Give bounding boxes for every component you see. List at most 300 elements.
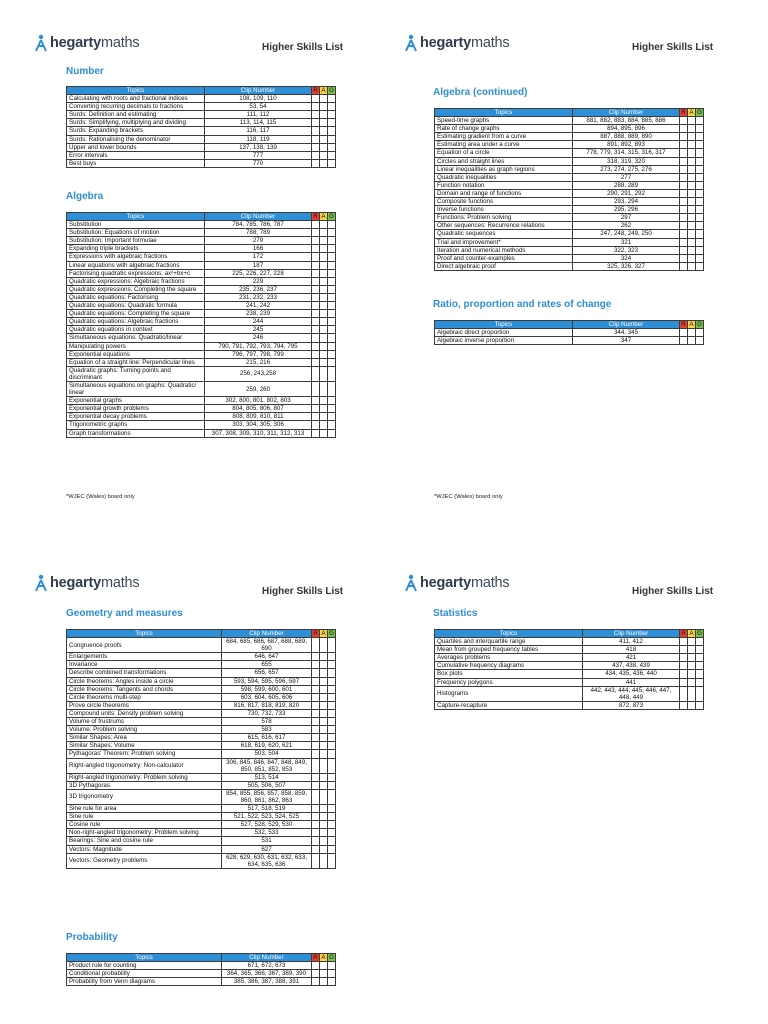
rag-cell-a[interactable] <box>688 198 696 206</box>
rag-cell-r[interactable] <box>312 358 320 366</box>
rag-cell-a[interactable] <box>320 669 328 677</box>
rag-cell-a[interactable] <box>320 285 328 293</box>
rag-cell-r[interactable] <box>312 237 320 245</box>
rag-cell-g[interactable] <box>328 135 336 143</box>
rag-cell-r[interactable] <box>312 95 320 103</box>
rag-cell-r[interactable] <box>312 773 320 781</box>
topic-cell: Describe combined transformations <box>67 669 222 677</box>
rag-cell-g[interactable] <box>328 781 336 789</box>
rag-cell-a[interactable] <box>320 773 328 781</box>
topic-cell: Quadratic sequences <box>435 230 573 238</box>
rag-cell-r[interactable] <box>312 677 320 685</box>
rag-cell-r[interactable] <box>680 262 688 270</box>
rag-cell-g[interactable] <box>328 701 336 709</box>
rag-cell-g[interactable] <box>696 670 704 678</box>
wjec-note: *WJEC (Wales) board only <box>434 494 503 500</box>
rag-cell-r[interactable] <box>312 221 320 229</box>
rag-cell-a[interactable] <box>320 677 328 685</box>
rag-cell-r[interactable] <box>680 654 688 662</box>
rag-cell-g[interactable] <box>696 646 704 654</box>
rag-cell-r[interactable] <box>680 670 688 678</box>
rag-cell-r[interactable] <box>680 189 688 197</box>
rag-cell-a[interactable] <box>320 718 328 726</box>
page-header-title: Higher Skills List <box>262 586 344 597</box>
rag-cell-g[interactable] <box>328 350 336 358</box>
topic-cell: Expanding triple brackets <box>67 245 205 253</box>
rag-cell-g[interactable] <box>328 693 336 701</box>
rag-cell-g[interactable] <box>328 821 336 829</box>
rag-cell-r[interactable] <box>312 366 320 381</box>
rag-cell-g[interactable] <box>696 329 704 337</box>
rag-cell-a[interactable] <box>320 701 328 709</box>
rag-cell-a[interactable] <box>320 135 328 143</box>
rag-cell-a[interactable] <box>688 670 696 678</box>
rag-cell-a[interactable] <box>688 246 696 254</box>
rag-cell-a[interactable] <box>320 159 328 167</box>
rag-cell-r[interactable] <box>312 318 320 326</box>
rag-cell-g[interactable] <box>696 117 704 125</box>
rag-cell-r[interactable] <box>312 661 320 669</box>
rag-cell-g[interactable] <box>328 127 336 135</box>
rag-cell-g[interactable] <box>328 229 336 237</box>
rag-cell-a[interactable] <box>320 781 328 789</box>
rag-cell-g[interactable] <box>696 141 704 149</box>
rag-cell-g[interactable] <box>696 638 704 646</box>
rag-cell-g[interactable] <box>328 962 336 970</box>
rag-cell-a[interactable] <box>688 701 696 709</box>
rag-cell-g[interactable] <box>696 701 704 709</box>
rag-cell-g[interactable] <box>328 661 336 669</box>
rag-cell-g[interactable] <box>328 805 336 813</box>
rag-cell-a[interactable] <box>320 269 328 277</box>
rag-cell-r[interactable] <box>312 302 320 310</box>
rag-cell-a[interactable] <box>320 750 328 758</box>
rag-cell-g[interactable] <box>328 95 336 103</box>
rag-cell-a[interactable] <box>688 638 696 646</box>
rag-cell-g[interactable] <box>328 758 336 773</box>
rag-cell-a[interactable] <box>688 230 696 238</box>
rag-cell-r[interactable] <box>680 230 688 238</box>
rag-cell-r[interactable] <box>312 135 320 143</box>
rag-cell-r[interactable] <box>312 405 320 413</box>
rag-cell-a[interactable] <box>688 646 696 654</box>
rag-cell-a[interactable] <box>320 685 328 693</box>
rag-cell-a[interactable] <box>688 165 696 173</box>
rag-cell-g[interactable] <box>328 221 336 229</box>
rag-cell-g[interactable] <box>328 342 336 350</box>
rag-cell-r[interactable] <box>680 638 688 646</box>
rag-cell-a[interactable] <box>320 261 328 269</box>
rag-cell-a[interactable] <box>320 350 328 358</box>
rag-cell-g[interactable] <box>328 837 336 845</box>
rag-cell-a[interactable] <box>688 254 696 262</box>
rag-cell-g[interactable] <box>328 677 336 685</box>
rag-cell-g[interactable] <box>328 638 336 653</box>
rag-cell-g[interactable] <box>328 405 336 413</box>
rag-cell-r[interactable] <box>312 261 320 269</box>
rag-cell-a[interactable] <box>320 978 328 986</box>
rag-cell-a[interactable] <box>320 381 328 396</box>
rag-cell-g[interactable] <box>696 662 704 670</box>
rag-cell-r[interactable] <box>312 277 320 285</box>
rag-cell-g[interactable] <box>696 133 704 141</box>
rag-cell-r[interactable] <box>312 693 320 701</box>
rag-cell-g[interactable] <box>328 734 336 742</box>
rag-cell-r[interactable] <box>312 229 320 237</box>
rag-cell-r[interactable] <box>312 143 320 151</box>
rag-cell-r[interactable] <box>312 829 320 837</box>
rag-cell-a[interactable] <box>320 302 328 310</box>
rag-cell-a[interactable] <box>320 342 328 350</box>
rag-cell-g[interactable] <box>328 845 336 853</box>
rag-cell-r[interactable] <box>680 686 688 701</box>
header-r: R <box>681 630 686 637</box>
rag-cell-g[interactable] <box>696 686 704 701</box>
rag-cell-a[interactable] <box>320 845 328 853</box>
rag-cell-a[interactable] <box>320 742 328 750</box>
rag-cell-r[interactable] <box>312 103 320 111</box>
rag-cell-r[interactable] <box>312 151 320 159</box>
rag-cell-r[interactable] <box>312 805 320 813</box>
table-row <box>67 293 336 301</box>
rag-cell-r[interactable] <box>680 222 688 230</box>
rag-cell-r[interactable] <box>312 350 320 358</box>
rag-cell-g[interactable] <box>696 157 704 165</box>
rag-cell-r[interactable] <box>312 653 320 661</box>
rag-cell-a[interactable] <box>320 734 328 742</box>
rag-cell-r[interactable] <box>312 397 320 405</box>
rag-cell-r[interactable] <box>312 813 320 821</box>
header-topics: Topics <box>67 87 205 95</box>
rag-cell-r[interactable] <box>680 141 688 149</box>
rag-cell-r[interactable] <box>312 734 320 742</box>
rag-cell-a[interactable] <box>320 853 328 868</box>
topic-cell: Algebraic direct proportion <box>435 329 573 337</box>
table-algebra-continued <box>434 108 704 271</box>
rag-cell-a[interactable] <box>320 638 328 653</box>
rag-cell-r[interactable] <box>680 206 688 214</box>
rag-cell-a[interactable] <box>320 334 328 342</box>
rag-cell-g[interactable] <box>328 429 336 437</box>
rag-cell-a[interactable] <box>688 141 696 149</box>
rag-cell-r[interactable] <box>312 421 320 429</box>
rag-cell-r[interactable] <box>312 789 320 804</box>
header-g: G <box>697 109 702 116</box>
rag-cell-r[interactable] <box>680 173 688 181</box>
rag-cell-g[interactable] <box>696 189 704 197</box>
rag-cell-r[interactable] <box>312 293 320 301</box>
rag-cell-g[interactable] <box>328 421 336 429</box>
rag-cell-g[interactable] <box>328 742 336 750</box>
rag-cell-a[interactable] <box>320 970 328 978</box>
rag-cell-r[interactable] <box>312 159 320 167</box>
rag-cell-g[interactable] <box>328 293 336 301</box>
rag-cell-g[interactable] <box>696 206 704 214</box>
rag-cell-a[interactable] <box>320 429 328 437</box>
rag-cell-g[interactable] <box>328 853 336 868</box>
rag-cell-g[interactable] <box>328 413 336 421</box>
rag-cell-a[interactable] <box>320 237 328 245</box>
rag-cell-r[interactable] <box>312 726 320 734</box>
rag-cell-r[interactable] <box>312 429 320 437</box>
rag-cell-a[interactable] <box>320 358 328 366</box>
rag-cell-g[interactable] <box>328 718 336 726</box>
rag-cell-r[interactable] <box>680 198 688 206</box>
rag-cell-g[interactable] <box>328 245 336 253</box>
clip-number-cell: 521, 522, 523, 524, 525 <box>222 813 312 821</box>
table-row <box>67 103 336 111</box>
rag-cell-a[interactable] <box>688 125 696 133</box>
rag-cell-r[interactable] <box>680 125 688 133</box>
header-clip-number: Clip Number <box>205 213 312 221</box>
rag-cell-r[interactable] <box>312 742 320 750</box>
rag-cell-r[interactable] <box>680 157 688 165</box>
rag-cell-a[interactable] <box>320 837 328 845</box>
rag-cell-g[interactable] <box>328 653 336 661</box>
rag-cell-r[interactable] <box>312 821 320 829</box>
rag-cell-a[interactable] <box>320 229 328 237</box>
rag-cell-a[interactable] <box>688 662 696 670</box>
rag-cell-g[interactable] <box>696 181 704 189</box>
rag-cell-g[interactable] <box>328 269 336 277</box>
rag-cell-g[interactable] <box>328 151 336 159</box>
rag-cell-r[interactable] <box>680 646 688 654</box>
rag-cell-r[interactable] <box>312 837 320 845</box>
rag-cell-a[interactable] <box>320 653 328 661</box>
rag-cell-a[interactable] <box>320 245 328 253</box>
rag-cell-g[interactable] <box>328 366 336 381</box>
clip-number-cell: 116, 117 <box>205 127 312 135</box>
rag-cell-g[interactable] <box>328 381 336 396</box>
rag-cell-r[interactable] <box>312 310 320 318</box>
rag-cell-a[interactable] <box>688 117 696 125</box>
table-row <box>67 701 336 709</box>
rag-cell-g[interactable] <box>328 685 336 693</box>
rag-cell-g[interactable] <box>696 262 704 270</box>
rag-cell-a[interactable] <box>320 310 328 318</box>
topic-cell: Calculating with roots and fractional indices <box>67 95 205 103</box>
rag-cell-r[interactable] <box>680 238 688 246</box>
rag-cell-a[interactable] <box>688 149 696 157</box>
table-number <box>66 86 336 168</box>
rag-cell-a[interactable] <box>320 829 328 837</box>
rag-cell-r[interactable] <box>680 701 688 709</box>
rag-cell-g[interactable] <box>328 978 336 986</box>
rag-cell-g[interactable] <box>328 310 336 318</box>
rag-cell-a[interactable] <box>688 214 696 222</box>
rag-cell-a[interactable] <box>320 127 328 135</box>
rag-cell-r[interactable] <box>312 962 320 970</box>
header-topics: Topics <box>67 213 205 221</box>
rag-cell-a[interactable] <box>320 397 328 405</box>
rag-cell-g[interactable] <box>328 709 336 717</box>
rag-cell-r[interactable] <box>312 701 320 709</box>
rag-cell-g[interactable] <box>328 334 336 342</box>
rag-cell-a[interactable] <box>320 413 328 421</box>
rag-cell-g[interactable] <box>696 149 704 157</box>
rag-cell-a[interactable] <box>688 133 696 141</box>
rag-cell-a[interactable] <box>320 221 328 229</box>
rag-cell-g[interactable] <box>696 238 704 246</box>
rag-cell-g[interactable] <box>328 261 336 269</box>
rag-cell-a[interactable] <box>688 337 696 345</box>
rag-cell-r[interactable] <box>312 342 320 350</box>
rag-cell-r[interactable] <box>312 750 320 758</box>
rag-cell-a[interactable] <box>320 366 328 381</box>
rag-cell-r[interactable] <box>680 678 688 686</box>
rag-cell-a[interactable] <box>320 661 328 669</box>
table-row <box>435 181 704 189</box>
rag-cell-r[interactable] <box>312 709 320 717</box>
rag-cell-g[interactable] <box>328 253 336 261</box>
rag-cell-a[interactable] <box>320 111 328 119</box>
rag-cell-r[interactable] <box>312 413 320 421</box>
rag-cell-g[interactable] <box>328 119 336 127</box>
rag-cell-a[interactable] <box>320 405 328 413</box>
rag-cell-a[interactable] <box>320 693 328 701</box>
clip-number-cell: 259, 260 <box>205 381 312 396</box>
rag-cell-a[interactable] <box>320 709 328 717</box>
rag-cell-a[interactable] <box>688 686 696 701</box>
rag-cell-g[interactable] <box>328 669 336 677</box>
rag-cell-a[interactable] <box>320 962 328 970</box>
rag-cell-g[interactable] <box>696 214 704 222</box>
rag-cell-a[interactable] <box>320 805 328 813</box>
rag-cell-r[interactable] <box>312 119 320 127</box>
rag-cell-a[interactable] <box>688 157 696 165</box>
rag-cell-g[interactable] <box>696 165 704 173</box>
rag-cell-a[interactable] <box>320 293 328 301</box>
rag-cell-a[interactable] <box>320 151 328 159</box>
rag-cell-a[interactable] <box>688 262 696 270</box>
rag-cell-g[interactable] <box>328 789 336 804</box>
rag-cell-a[interactable] <box>688 206 696 214</box>
rag-cell-g[interactable] <box>328 103 336 111</box>
rag-cell-a[interactable] <box>320 421 328 429</box>
rag-cell-g[interactable] <box>328 277 336 285</box>
rag-cell-r[interactable] <box>680 181 688 189</box>
rag-cell-g[interactable] <box>328 773 336 781</box>
clip-number-cell: 215, 216 <box>205 358 312 366</box>
topic-cell: Averages problems <box>435 654 583 662</box>
rag-cell-g[interactable] <box>696 254 704 262</box>
rag-cell-r[interactable] <box>680 133 688 141</box>
header-a: A <box>689 109 694 116</box>
rag-cell-r[interactable] <box>680 149 688 157</box>
rag-cell-r[interactable] <box>312 758 320 773</box>
rag-cell-g[interactable] <box>328 358 336 366</box>
rag-cell-g[interactable] <box>328 829 336 837</box>
rag-cell-a[interactable] <box>320 95 328 103</box>
rag-cell-g[interactable] <box>328 159 336 167</box>
rag-cell-a[interactable] <box>320 813 328 821</box>
rag-cell-a[interactable] <box>320 318 328 326</box>
rag-cell-a[interactable] <box>320 758 328 773</box>
rag-cell-r[interactable] <box>680 329 688 337</box>
rag-cell-r[interactable] <box>312 381 320 396</box>
rag-cell-r[interactable] <box>312 269 320 277</box>
rag-cell-g[interactable] <box>696 222 704 230</box>
rag-cell-r[interactable] <box>312 853 320 868</box>
rag-cell-a[interactable] <box>320 103 328 111</box>
rag-cell-r[interactable] <box>312 970 320 978</box>
rag-cell-a[interactable] <box>688 678 696 686</box>
rag-cell-a[interactable] <box>688 222 696 230</box>
rag-cell-r[interactable] <box>680 337 688 345</box>
rag-cell-r[interactable] <box>312 326 320 334</box>
topic-cell: Quartiles and interquartile range <box>435 638 583 646</box>
rag-cell-g[interactable] <box>328 726 336 734</box>
rag-cell-r[interactable] <box>312 334 320 342</box>
rag-cell-g[interactable] <box>328 285 336 293</box>
rag-cell-r[interactable] <box>312 111 320 119</box>
table-row <box>67 350 336 358</box>
rag-cell-a[interactable] <box>688 189 696 197</box>
rag-cell-r[interactable] <box>312 245 320 253</box>
rag-cell-r[interactable] <box>680 246 688 254</box>
rag-cell-a[interactable] <box>320 326 328 334</box>
rag-cell-a[interactable] <box>320 726 328 734</box>
rag-cell-a[interactable] <box>320 253 328 261</box>
rag-cell-r[interactable] <box>312 685 320 693</box>
rag-cell-g[interactable] <box>328 326 336 334</box>
rag-cell-g[interactable] <box>696 654 704 662</box>
rag-cell-a[interactable] <box>320 143 328 151</box>
rag-cell-a[interactable] <box>320 821 328 829</box>
rag-cell-r[interactable] <box>680 662 688 670</box>
rag-cell-r[interactable] <box>312 127 320 135</box>
rag-cell-a[interactable] <box>320 119 328 127</box>
rag-cell-a[interactable] <box>688 173 696 181</box>
rag-cell-g[interactable] <box>696 173 704 181</box>
rag-cell-r[interactable] <box>312 978 320 986</box>
rag-cell-g[interactable] <box>328 111 336 119</box>
rag-cell-r[interactable] <box>312 781 320 789</box>
rag-cell-r[interactable] <box>312 669 320 677</box>
rag-cell-r[interactable] <box>312 718 320 726</box>
rag-cell-r[interactable] <box>680 117 688 125</box>
rag-cell-g[interactable] <box>696 337 704 345</box>
rag-cell-g[interactable] <box>328 237 336 245</box>
rag-cell-r[interactable] <box>680 214 688 222</box>
rag-cell-a[interactable] <box>688 329 696 337</box>
rag-cell-a[interactable] <box>320 789 328 804</box>
rag-cell-g[interactable] <box>696 246 704 254</box>
rag-cell-g[interactable] <box>328 397 336 405</box>
rag-cell-a[interactable] <box>688 181 696 189</box>
rag-cell-a[interactable] <box>688 238 696 246</box>
rag-cell-r[interactable] <box>312 638 320 653</box>
rag-cell-g[interactable] <box>328 750 336 758</box>
rag-cell-r[interactable] <box>312 253 320 261</box>
rag-cell-g[interactable] <box>696 230 704 238</box>
rag-cell-g[interactable] <box>328 813 336 821</box>
rag-cell-g[interactable] <box>328 143 336 151</box>
rag-cell-r[interactable] <box>312 845 320 853</box>
rag-cell-r[interactable] <box>680 254 688 262</box>
rag-cell-g[interactable] <box>696 198 704 206</box>
clip-number-cell: 790, 791, 792, 793, 794, 795 <box>205 342 312 350</box>
rag-cell-r[interactable] <box>312 285 320 293</box>
rag-cell-r[interactable] <box>680 165 688 173</box>
rag-cell-a[interactable] <box>688 654 696 662</box>
rag-cell-g[interactable] <box>328 302 336 310</box>
rag-cell-g[interactable] <box>696 678 704 686</box>
rag-cell-g[interactable] <box>328 970 336 978</box>
rag-cell-g[interactable] <box>696 125 704 133</box>
rag-cell-a[interactable] <box>320 277 328 285</box>
rag-cell-g[interactable] <box>328 318 336 326</box>
